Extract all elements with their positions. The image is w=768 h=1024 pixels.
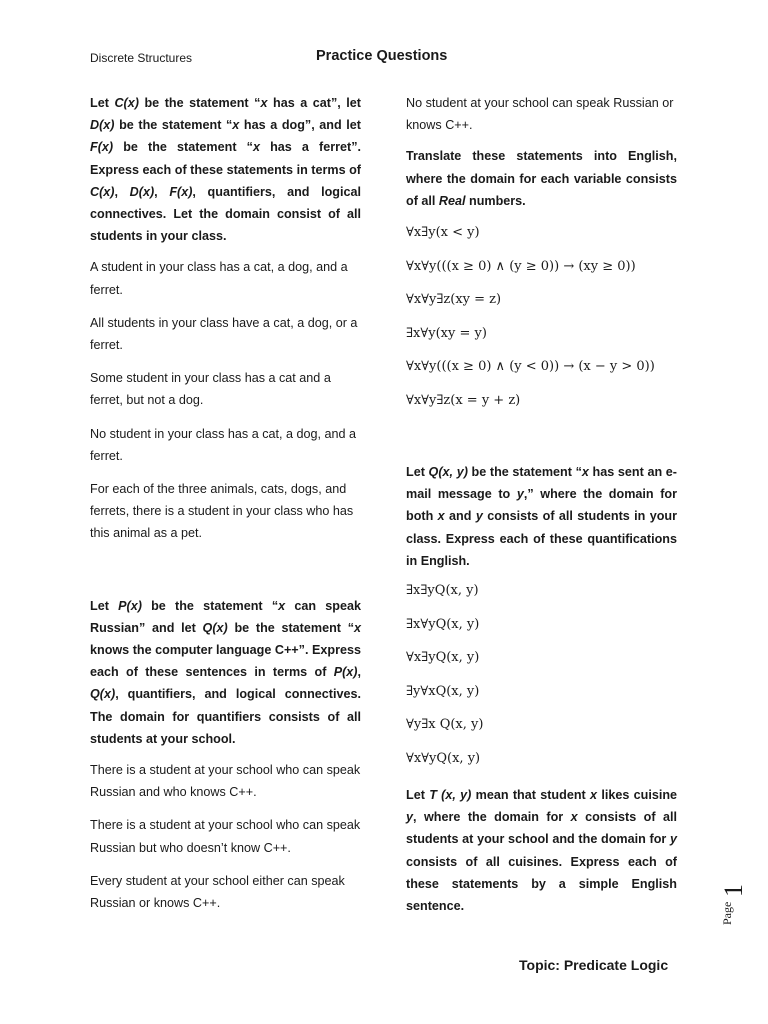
formula: ∀x∀y(((x ≥ 0) ∧ (y ≥ 0)) → (xy ≥ 0)) bbox=[406, 258, 636, 274]
question-1-item: For each of the three animals, cats, dogs, and ferrets, there is a student in your class who has this animal as a pet. bbox=[90, 482, 354, 541]
page-number-mark bbox=[705, 878, 751, 928]
formula: ∃x∀yQ(x, y) bbox=[406, 616, 480, 632]
header-course: Discrete Structures bbox=[90, 51, 193, 65]
page-title: Practice Questions bbox=[316, 48, 448, 64]
question-1-item: All students in your class have a cat, a dog, or a ferret. bbox=[90, 315, 358, 353]
footer-topic: Topic: Predicate Logic bbox=[519, 957, 669, 973]
question-1-item: Some student in your class has a cat and a ferret, but not a dog. bbox=[90, 371, 331, 408]
formula: ∀x∀y(((x ≥ 0) ∧ (y < 0)) → (x − y > 0)) bbox=[406, 359, 655, 375]
question-3-instructions: Translate these statements into English, where the domain for each variable consists of all Real numbers. bbox=[406, 149, 677, 208]
question-1-item: A student in your class has a cat, a dog, and a ferret. bbox=[90, 260, 348, 297]
formula: ∃x∃yQ(x, y) bbox=[406, 583, 479, 599]
question-2-item: There is a student at your school who can speak Russian and who knows C++. bbox=[90, 763, 361, 800]
formula: ∃x∀y(xy = y) bbox=[406, 325, 487, 341]
page-label: Page bbox=[720, 901, 734, 925]
formula: ∀x∀y∃z(xy = z) bbox=[406, 292, 502, 308]
question-5-instructions: Let T (x, y) mean that student x likes cuisine y, where the domain for x consists of all students at your school and the domain for y consists of all cuisines. Express each of these statements by a simple English sentence. bbox=[406, 788, 678, 914]
left-column bbox=[90, 92, 361, 914]
question-2-item: There is a student at your school who can speak Russian but who doesn’t know C++. bbox=[90, 818, 361, 855]
formula: ∃y∀xQ(x, y) bbox=[406, 683, 480, 699]
formula-list bbox=[406, 574, 677, 775]
formula: ∀x∀y∃z(x = y + z) bbox=[406, 392, 521, 408]
page-number: 1 bbox=[719, 884, 748, 897]
question-1-instructions: Let C(x) be the statement “x has a cat”, let D(x) be the statement “x has a dog”, and let F(x) be the statement “x has a ferret”. Express each of these statements in terms of C(x), D(x), F(x), quantifiers, and logical connectives. Let the domain consist of all students in your class. bbox=[90, 96, 362, 244]
question-4-instructions: Let Q(x, y) be the statement “x has sent an e-mail message to y,” where the domain for both x and y consists of all students in your class. Express each of these quantifications in English. bbox=[406, 465, 678, 568]
question-2-item: Every student at your school either can speak Russian or knows C++. bbox=[90, 873, 345, 911]
question-2-item: No student at your school can speak Russian or knows C++. bbox=[406, 96, 674, 133]
right-column bbox=[406, 92, 677, 917]
formula: ∀x∃y(x < y) bbox=[406, 225, 480, 241]
question-2-instructions: Let P(x) be the statement “x can speak Russian” and let Q(x) be the statement “x knows the computer language C++”. Express each of these sentences in terms of P(x), Q(x), quantifiers, and logical connectives. The domain for quantifiers consists of all students at your school. bbox=[90, 598, 362, 746]
formula: ∀x∃yQ(x, y) bbox=[406, 650, 480, 666]
formula-list bbox=[406, 216, 677, 417]
formula: ∀y∃x Q(x, y) bbox=[406, 717, 484, 733]
question-1-item: No student in your class has a cat, a dog, and a ferret. bbox=[90, 426, 357, 463]
formula: ∀x∀yQ(x, y) bbox=[406, 750, 481, 766]
